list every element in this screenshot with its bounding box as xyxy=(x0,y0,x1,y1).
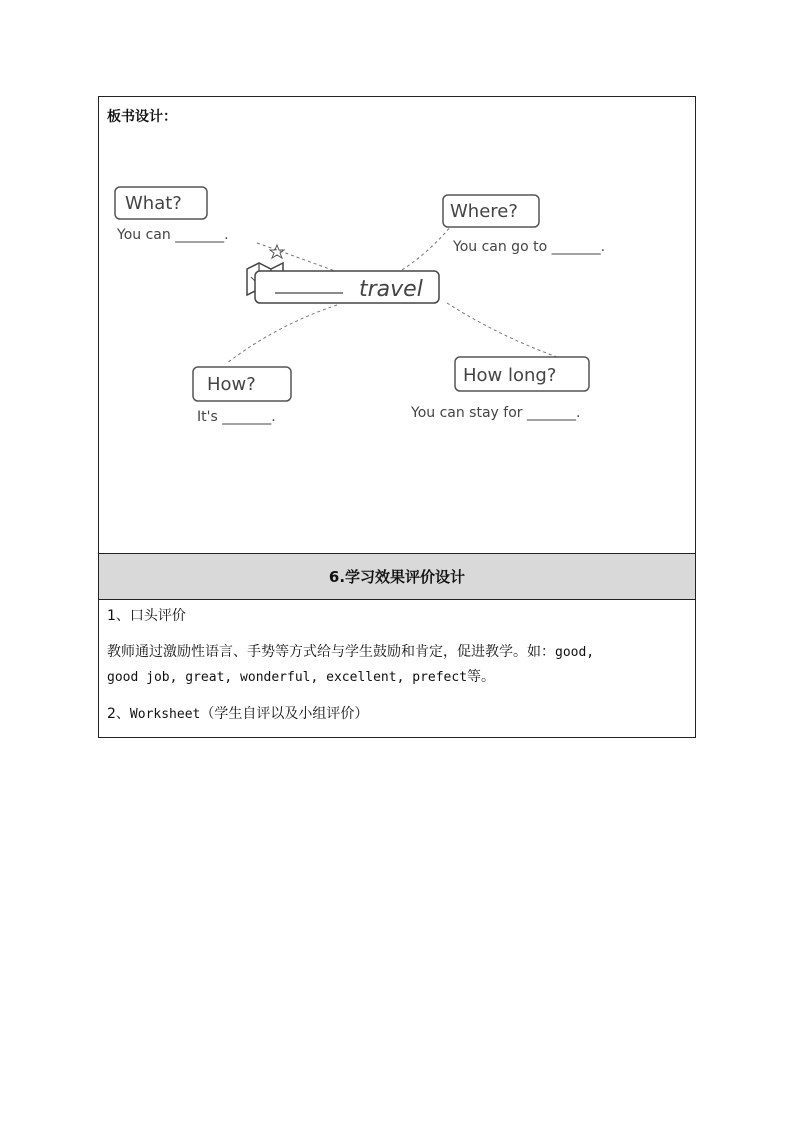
board-heading: 板书设计： xyxy=(107,109,177,125)
item-2-words-b: good job, great, wonderful, excellent, prefect xyxy=(107,670,468,685)
connector-howlong xyxy=(447,303,557,357)
item-3-prefix: 2、 xyxy=(107,706,130,722)
board-design-cell xyxy=(99,97,695,554)
how-answer: It's _______. xyxy=(197,409,276,425)
connector-how xyxy=(227,305,337,363)
item-2-words-a: good, xyxy=(555,645,595,660)
mind-map xyxy=(107,145,689,445)
where-question: Where? xyxy=(450,201,518,222)
item-2-text: 教师通过激励性语言、手势等方式给与学生鼓励和肯定，促进教学。如： xyxy=(107,644,555,660)
connector-where xyxy=(397,225,452,273)
where-answer: You can go to _______. xyxy=(453,239,606,255)
center-topic: travel xyxy=(359,277,423,302)
howlong-question: How long? xyxy=(463,365,557,386)
evaluation-title: 6.学习效果评价设计 xyxy=(99,554,695,600)
what-question: What? xyxy=(125,193,182,214)
star-icon xyxy=(270,245,284,258)
connector-what xyxy=(257,243,335,271)
evaluation-item-3 xyxy=(107,702,687,727)
howlong-answer: You can stay for _______. xyxy=(411,405,581,421)
evaluation-item-1: 1、口头评价 xyxy=(107,608,186,624)
item-2-end: 等。 xyxy=(467,669,496,685)
evaluation-body xyxy=(99,600,695,737)
document-table xyxy=(98,96,696,738)
item-3-word: Worksheet xyxy=(129,707,201,722)
item-3-text: （学生自评以及小组评价） xyxy=(200,706,369,722)
evaluation-item-2 xyxy=(107,640,687,690)
what-answer: You can _______. xyxy=(117,227,229,243)
how-question: How? xyxy=(207,374,256,395)
